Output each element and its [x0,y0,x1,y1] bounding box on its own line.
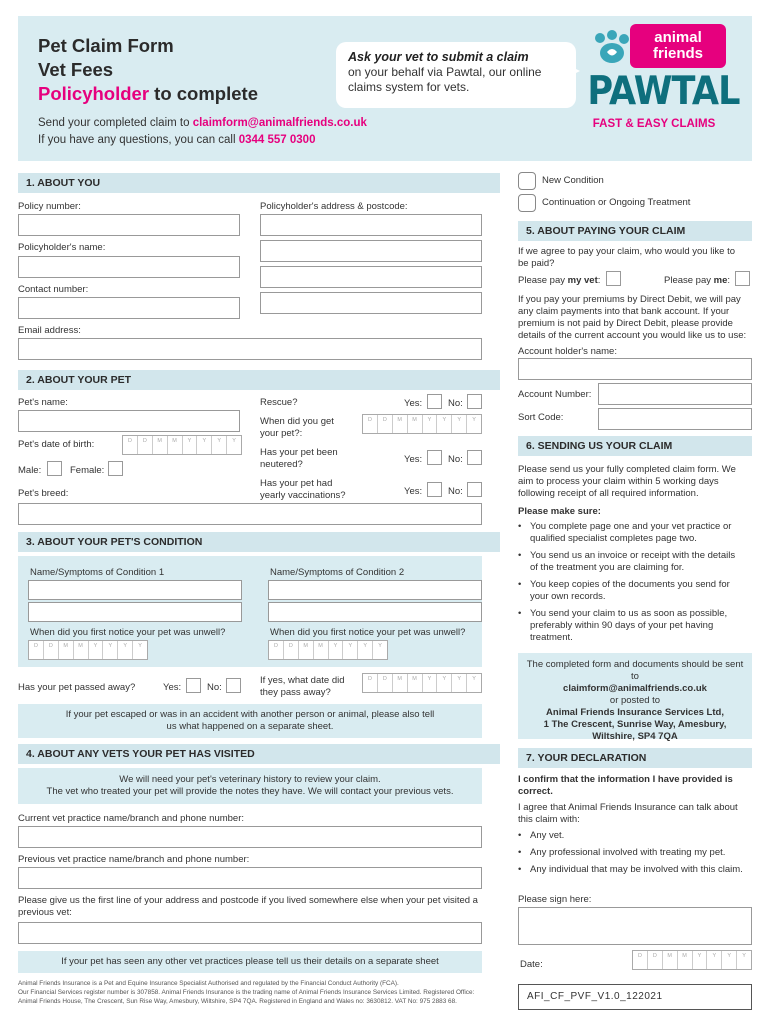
pay-me-checkbox[interactable] [735,271,750,286]
male-checkbox[interactable] [47,461,62,476]
title-line2: Vet Fees [38,59,114,80]
pet-name-label: Pet's name: [18,397,68,408]
claim-email-link[interactable]: claimform@animalfriends.co.uk [192,117,367,129]
list-item: • Any individual that may be involved with this claim. [518,864,744,876]
policyholder-name-label: Policyholder's name: [18,242,106,253]
sort-code-label: Sort Code: [518,412,564,423]
date-digit-cell[interactable]: D [378,674,393,692]
neutered-label: Has your pet been neutered? [260,447,338,470]
payee-question: If we agree to pay your claim, who would you like to be paid? [518,246,736,269]
date-digit-cell[interactable]: Y [378,643,382,649]
account-holder-label: Account holder's name: [518,346,617,357]
title-line1: Pet Claim Form [38,35,174,56]
logo-pawtal-text: PAWTAL [587,69,740,114]
neutered-yes-checkbox[interactable] [427,450,442,465]
postal-or-posted: or posted to [609,695,661,706]
title-to-complete: to complete [149,83,258,104]
date-digit-cell[interactable]: Y [212,436,227,454]
passed-date-label: If yes, what date did they pass away? [260,675,345,698]
passed-away-label: Has your pet passed away? [18,682,136,693]
vaccinations-yes-label: Yes: [404,486,423,497]
date-digit-cell[interactable]: M [663,951,678,969]
date-digit-cell[interactable]: M [74,641,89,659]
policy-number-label: Policy number: [18,201,81,212]
account-number-label: Account Number: [518,389,592,400]
passed-yes-label: Yes: [163,682,182,693]
date-digit-cell[interactable]: M [408,674,423,692]
when-got-pet-label: When did you get your pet?: [260,416,334,439]
vaccinations-no-label: No: [448,486,463,497]
vets-intro-line1: We will need your pet's veterinary history to review your claim. [119,774,381,785]
footer-legal [18,979,538,1006]
date-digit-cell[interactable]: M [168,436,183,454]
vaccinations-label: Has your pet had yearly vaccinations? [260,478,346,501]
pet-breed-label: Pet's breed: [18,488,69,499]
date-digit-cell[interactable]: Y [423,674,438,692]
bubble-text: on your behalf via Pawtal, our online claims system for vets. [348,65,542,94]
date-digit-cell[interactable]: Y [472,417,476,423]
section-about-pet-header: 2. ABOUT YOUR PET [18,370,500,390]
page-title [38,34,258,106]
signature-field[interactable] [518,907,752,945]
new-condition-label: New Condition [542,175,604,186]
rescue-no-label: No: [448,398,463,409]
section-vets-header: 4. ABOUT ANY VETS YOUR PET HAS VISITED [18,744,500,764]
address-field-2[interactable] [260,240,482,262]
date-digit-cell[interactable]: Y [89,641,104,659]
pay-me-prefix: Please pay [664,275,714,286]
condition2-unwell-label: When did you first notice your pet was unwell? [270,627,466,638]
postal-address [522,659,748,743]
rescue-no-checkbox[interactable] [467,394,482,409]
pawtal-speech-bubble [336,42,576,108]
date-digit-cell[interactable]: Y [343,641,358,659]
pet-dob-label: Pet's date of birth: [18,439,95,450]
paw-icon [592,30,632,64]
date-digit-cell[interactable]: Y [183,436,198,454]
date-digit-cell[interactable]: Y [423,415,438,433]
new-condition-checkbox[interactable] [518,172,536,190]
list-item: • You complete page one and your vet practice or qualified specialist completes page two. [518,521,744,545]
passed-no-checkbox[interactable] [226,678,241,693]
pay-vet-label: Please pay my vet: [518,275,601,286]
contact-info [38,115,367,149]
previous-address-field[interactable] [18,922,482,944]
postal-town: Wiltshire, SP4 7QA [592,731,678,742]
declaration-confirm: I confirm that the information I have provided is correct. [518,774,733,797]
title-policyholder: Policyholder [38,83,150,104]
footer-line2: Our Financial Services register number is 307858. Animal Friends Insurance is the trading name of Animal Friends Insurance Services Limited. Registered Office: [18,989,475,996]
condition2-unwell-date[interactable] [268,640,388,660]
condition2-label: Name/Symptoms of Condition 2 [270,567,405,578]
condition2-field-2[interactable] [268,602,482,622]
form-reference: AFI_CF_PVF_V1.0_122021 [518,984,752,1010]
logo-tagline: FAST & EASY CLAIMS [592,118,716,130]
date-digit-cell[interactable]: M [299,641,314,659]
date-digit-cell[interactable]: M [393,415,408,433]
date-digit-cell[interactable]: D [378,415,393,433]
vets-intro-line2: The vet who treated your pet will provide the notes they have. We will contact your previous vets. [46,786,454,797]
pay-me-bold: me [713,275,728,286]
address-field-3[interactable] [260,266,482,288]
condition1-field-1[interactable] [28,580,242,600]
escaped-note: If your pet escaped or was in an accident with another person or animal, please also tell us what happened on a separate sheet. [65,709,435,732]
date-digit-cell[interactable]: Y [742,953,746,959]
male-label: Male: [18,465,42,476]
postal-company: Animal Friends Insurance Services Ltd, [546,707,724,718]
condition1-field-2[interactable] [28,602,242,622]
date-digit-cell[interactable]: D [29,641,44,659]
neutered-no-checkbox[interactable] [467,450,482,465]
bubble-heading: Ask your vet to submit a claim [348,50,529,64]
current-vet-label: Current vet practice name/branch and phone number: [18,813,245,824]
pay-vet-bold: my vet [567,275,598,286]
pawtal-logo [578,22,740,138]
address-field-1[interactable] [260,214,482,236]
footer-line1: Animal Friends Insurance is a Pet and Equine Insurance Specialist Authorised and regulated by the Financial Conduct Authority (FCA). [18,980,399,987]
section-about-you-header: 1. ABOUT YOU [18,173,500,193]
date-digit-cell[interactable]: D [284,641,299,659]
list-item: • Any vet. [518,830,744,842]
list-item: • You send your claim to us as soon as possible, preferably within 90 days of your pet having treatment. [518,608,744,644]
address-label: Policyholder's address & postcode: [260,201,408,212]
section-sending-header: 6. SENDING US YOUR CLAIM [518,436,752,456]
pay-me-label: Please pay me: [664,275,731,286]
date-digit-cell[interactable]: D [363,674,378,692]
date-digit-cell[interactable]: Y [452,415,467,433]
sending-intro: Please send us your fully completed claim form. We aim to process your claim within 5 working days following receipt of all required information. [518,464,736,499]
other-vets-note: If your pet has seen any other vet practices please tell us their details on a separate sheet [61,956,439,967]
date-digit-cell[interactable]: Y [452,674,467,692]
rescue-yes-checkbox[interactable] [427,394,442,409]
passed-no-label: No: [207,682,222,693]
section-condition-header: 3. ABOUT YOUR PET'S CONDITION [18,532,500,552]
date-digit-cell[interactable]: Y [693,951,708,969]
contact-number-field[interactable] [18,297,240,319]
date-digit-cell[interactable]: Y [138,643,142,649]
date-digit-cell[interactable]: M [678,951,693,969]
passed-yes-checkbox[interactable] [186,678,201,693]
email-field[interactable] [18,338,482,360]
previous-vet-label: Previous vet practice name/branch and phone number: [18,854,250,865]
logo-friends-text: friends [652,45,703,62]
vaccinations-yes-checkbox[interactable] [427,482,442,497]
address-field-4[interactable] [260,292,482,314]
signature-date-label: Date: [520,959,543,970]
date-digit-cell[interactable]: D [138,436,153,454]
list-item: • Any professional involved with treating my pet. [518,847,744,859]
date-digit-cell[interactable]: D [44,641,59,659]
call-prefix: If you have any questions, you can call [38,134,239,146]
date-digit-cell[interactable]: D [363,415,378,433]
pet-breed-field[interactable] [18,503,482,525]
date-digit-cell[interactable]: Y [437,415,452,433]
date-digit-cell[interactable]: Y [358,641,373,659]
date-digit-cell[interactable]: Y [437,674,452,692]
condition1-unwell-label: When did you first notice your pet was unwell? [30,627,226,638]
date-digit-cell[interactable]: Y [329,641,344,659]
vets-intro [18,774,482,798]
rescue-yes-label: Yes: [404,398,423,409]
date-digit-cell[interactable]: Y [472,676,476,682]
section-paying-header: 5. ABOUT PAYING YOUR CLAIM [518,221,752,241]
female-label: Female: [70,465,105,476]
policy-number-field[interactable] [18,214,240,236]
vaccinations-no-checkbox[interactable] [467,482,482,497]
pay-vet-prefix: Please pay [518,275,568,286]
female-checkbox[interactable] [108,461,123,476]
date-digit-cell[interactable]: M [408,415,423,433]
list-item: • You send us an invoice or receipt with the details of the treatment you are claiming for. [518,550,744,574]
pet-name-field[interactable] [18,410,240,432]
postal-intro: The completed form and documents should be sent to [526,659,744,682]
postal-email[interactable]: claimform@animalfriends.co.uk [563,683,707,694]
previous-vet-field[interactable] [18,867,482,889]
date-digit-cell[interactable]: Y [707,951,722,969]
sort-code-field[interactable] [598,408,752,430]
date-digit-cell[interactable]: Y [197,436,212,454]
make-sure-label: Please make sure: [518,506,601,517]
policyholder-name-field[interactable] [18,256,240,278]
pet-dob-date[interactable] [122,435,242,455]
contact-number-label: Contact number: [18,284,89,295]
pay-vet-checkbox[interactable] [606,271,621,286]
current-vet-field[interactable] [18,826,482,848]
account-holder-field[interactable] [518,358,752,380]
neutered-no-label: No: [448,454,463,465]
animal-friends-badge [630,24,726,68]
date-digit-cell[interactable]: Y [232,438,236,444]
date-digit-cell[interactable]: Y [722,951,737,969]
signature-date[interactable] [632,950,752,970]
declaration-agree: I agree that Animal Friends Insurance can talk about this claim with: [518,802,738,825]
phone-number[interactable]: 0344 557 0300 [238,134,316,146]
date-digit-cell[interactable]: D [123,436,138,454]
footer-line3: Animal Friends House, The Crescent, Sun Rise Way, Amesbury, Wiltshire, SP4 7QA. Registered in England and Wales no: 3630812. VAT No: 975 2883 68. [18,998,457,1005]
email-label: Email address: [18,325,81,336]
title-line3 [38,82,258,106]
condition2-field-1[interactable] [268,580,482,600]
postal-street: 1 The Crescent, Sunrise Way, Amesbury, [543,719,727,730]
ongoing-condition-checkbox[interactable] [518,194,536,212]
account-number-field[interactable] [598,383,752,405]
date-digit-cell[interactable]: M [153,436,168,454]
date-digit-cell[interactable]: M [393,674,408,692]
when-got-pet-date[interactable] [362,414,482,434]
direct-debit-note: If you pay your premiums by Direct Debit, we will pay any claim payments into that bank account. If your premium is not paid by Direct Debit, please provide details of the current account you would like us to use: [518,294,747,341]
date-digit-cell[interactable]: M [59,641,74,659]
date-digit-cell[interactable]: D [269,641,284,659]
date-digit-cell[interactable]: Y [103,641,118,659]
signature-label: Please sign here: [518,894,592,905]
make-sure-list [518,521,744,649]
ongoing-condition-label: Continuation or Ongoing Treatment [542,197,691,208]
condition1-unwell-date[interactable] [28,640,148,660]
date-digit-cell[interactable]: D [633,951,648,969]
condition1-label: Name/Symptoms of Condition 1 [30,567,165,578]
send-prefix: Send your completed claim to [38,117,193,129]
date-digit-cell[interactable]: Y [118,641,133,659]
passed-away-date[interactable] [362,673,482,693]
list-item: • You keep copies of the documents you send for your own records. [518,579,744,603]
date-digit-cell[interactable]: D [648,951,663,969]
section-declaration-header: 7. YOUR DECLARATION [518,748,752,768]
neutered-yes-label: Yes: [404,454,423,465]
date-digit-cell[interactable]: M [314,641,329,659]
declaration-list [518,830,744,881]
logo-animal-text: animal [654,29,702,46]
previous-address-label: Please give us the first line of your address and postcode if you lived somewhere else when your pet visited a previous vet: [18,895,478,918]
rescue-label: Rescue? [260,397,298,408]
